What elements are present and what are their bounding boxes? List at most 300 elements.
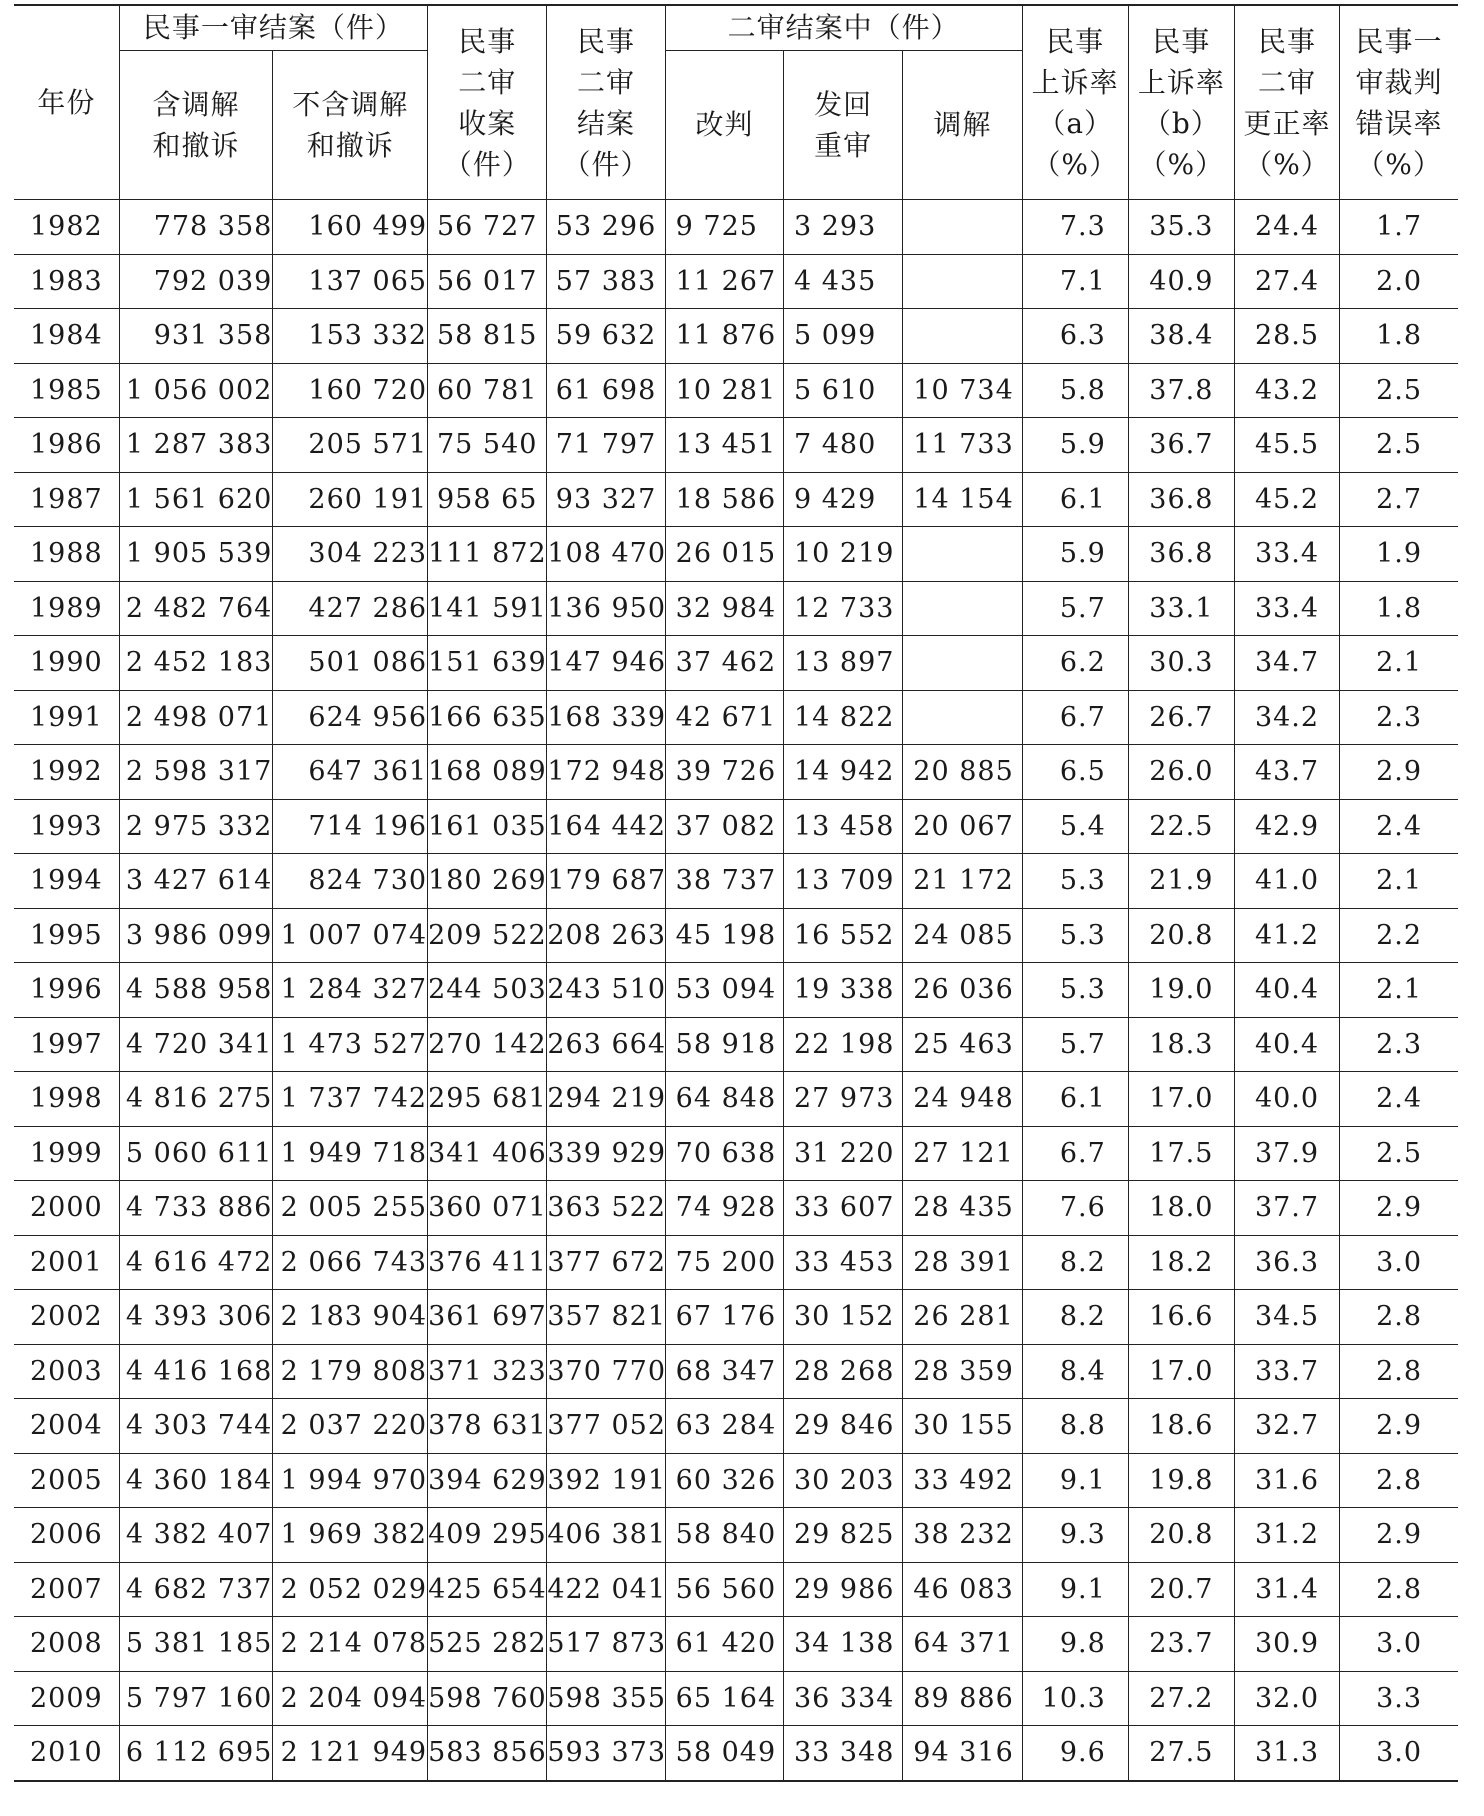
cell-appeal-rate-a: 5.8 (1022, 363, 1128, 418)
cell-appeal-rate-b: 22.5 (1128, 799, 1234, 854)
cell-remanded: 7 480 (783, 418, 902, 473)
cell-remanded: 19 338 (783, 963, 902, 1018)
cell-first-excl: 2 121 949 (273, 1726, 428, 1781)
table-row (14, 1617, 1458, 1672)
cell-second-closed: 370 770 (547, 1344, 665, 1399)
table-row (14, 200, 1458, 255)
cell-second-closed: 179 687 (547, 854, 665, 909)
cell-modified: 70 638 (665, 1126, 783, 1181)
header-appeal-rate-a: 民事 上诉率 （a） （%） (1022, 5, 1128, 200)
cell-appeal-rate-b: 17.5 (1128, 1126, 1234, 1181)
table-row (14, 1344, 1458, 1399)
cell-first-incl: 3 427 614 (119, 854, 273, 909)
cell-mediated: 38 232 (903, 1508, 1022, 1563)
cell-second-received: 394 629 (428, 1453, 547, 1508)
cell-mediated: 89 886 (903, 1671, 1022, 1726)
cell-remanded: 10 219 (783, 527, 902, 582)
cell-second-closed: 108 470 (547, 527, 665, 582)
cell-error-rate: 2.2 (1340, 908, 1458, 963)
cell-modified: 56 560 (665, 1562, 783, 1617)
table-body (14, 200, 1458, 1781)
cell-remanded: 34 138 (783, 1617, 902, 1672)
cell-correction-rate: 40.4 (1234, 963, 1339, 1018)
table-row (14, 799, 1458, 854)
table-row (14, 1453, 1458, 1508)
cell-modified: 26 015 (665, 527, 783, 582)
cell-error-rate: 3.0 (1340, 1726, 1458, 1781)
cell-mediated: 33 492 (903, 1453, 1022, 1508)
cell-mediated: 94 316 (903, 1726, 1022, 1781)
cell-modified: 10 281 (665, 363, 783, 418)
cell-mediated: 10 734 (903, 363, 1022, 418)
cell-second-received: 361 697 (428, 1290, 547, 1345)
cell-remanded: 16 552 (783, 908, 902, 963)
table-row (14, 963, 1458, 1018)
cell-appeal-rate-b: 35.3 (1128, 200, 1234, 255)
cell-appeal-rate-b: 17.0 (1128, 1344, 1234, 1399)
cell-remanded: 13 458 (783, 799, 902, 854)
cell-appeal-rate-a: 8.2 (1022, 1290, 1128, 1345)
header-appeal-rate-b: 民事 上诉率 （b） （%） (1128, 5, 1234, 200)
cell-error-rate: 2.4 (1340, 1072, 1458, 1127)
cell-year: 2007 (14, 1562, 119, 1617)
cell-first-excl: 260 191 (273, 472, 428, 527)
cell-modified: 64 848 (665, 1072, 783, 1127)
cell-second-received: 270 142 (428, 1017, 547, 1072)
cell-year: 1995 (14, 908, 119, 963)
table-row (14, 1726, 1458, 1781)
cell-year: 1989 (14, 581, 119, 636)
cell-modified: 75 200 (665, 1235, 783, 1290)
cell-correction-rate: 32.7 (1234, 1399, 1339, 1454)
cell-appeal-rate-b: 18.0 (1128, 1181, 1234, 1236)
cell-year: 1998 (14, 1072, 119, 1127)
cell-mediated: 14 154 (903, 472, 1022, 527)
cell-appeal-rate-b: 20.8 (1128, 908, 1234, 963)
cell-second-closed: 136 950 (547, 581, 665, 636)
cell-modified: 38 737 (665, 854, 783, 909)
cell-first-incl: 4 382 407 (119, 1508, 273, 1563)
cell-appeal-rate-b: 36.8 (1128, 527, 1234, 582)
cell-appeal-rate-a: 9.6 (1022, 1726, 1128, 1781)
cell-modified: 53 094 (665, 963, 783, 1018)
cell-modified: 74 928 (665, 1181, 783, 1236)
cell-error-rate: 2.5 (1340, 1126, 1458, 1181)
cell-modified: 32 984 (665, 581, 783, 636)
cell-modified: 61 420 (665, 1617, 783, 1672)
cell-appeal-rate-a: 8.2 (1022, 1235, 1128, 1290)
cell-appeal-rate-a: 5.9 (1022, 527, 1128, 582)
cell-second-closed: 598 355 (547, 1671, 665, 1726)
cell-error-rate: 2.1 (1340, 636, 1458, 691)
cell-year: 2008 (14, 1617, 119, 1672)
header-incl-mediation: 含调解 和撤诉 (119, 51, 273, 200)
cell-error-rate: 2.1 (1340, 963, 1458, 1018)
cell-first-excl: 714 196 (273, 799, 428, 854)
cell-remanded: 33 607 (783, 1181, 902, 1236)
cell-mediated: 20 885 (903, 745, 1022, 800)
cell-second-received: 58 815 (428, 309, 547, 364)
cell-appeal-rate-b: 17.0 (1128, 1072, 1234, 1127)
cell-mediated: 30 155 (903, 1399, 1022, 1454)
cell-mediated (903, 200, 1022, 255)
cell-mediated: 64 371 (903, 1617, 1022, 1672)
cell-first-excl: 2 179 808 (273, 1344, 428, 1399)
cell-second-closed: 357 821 (547, 1290, 665, 1345)
cell-error-rate: 2.9 (1340, 1181, 1458, 1236)
cell-modified: 60 326 (665, 1453, 783, 1508)
cell-appeal-rate-a: 5.3 (1022, 963, 1128, 1018)
cell-second-received: 151 639 (428, 636, 547, 691)
cell-appeal-rate-a: 8.4 (1022, 1344, 1128, 1399)
cell-appeal-rate-a: 6.1 (1022, 472, 1128, 527)
table-row (14, 1126, 1458, 1181)
header-second-received: 民事 二审 收案 （件） (428, 5, 547, 200)
cell-correction-rate: 34.7 (1234, 636, 1339, 691)
cell-year: 2006 (14, 1508, 119, 1563)
cell-first-incl: 6 112 695 (119, 1726, 273, 1781)
cell-appeal-rate-a: 5.7 (1022, 581, 1128, 636)
cell-error-rate: 2.9 (1340, 745, 1458, 800)
cell-appeal-rate-a: 6.7 (1022, 690, 1128, 745)
cell-second-closed: 392 191 (547, 1453, 665, 1508)
cell-correction-rate: 33.7 (1234, 1344, 1339, 1399)
cell-mediated (903, 309, 1022, 364)
cell-second-closed: 363 522 (547, 1181, 665, 1236)
cell-second-received: 141 591 (428, 581, 547, 636)
cell-correction-rate: 32.0 (1234, 1671, 1339, 1726)
cell-first-excl: 1 007 074 (273, 908, 428, 963)
header-mediated: 调解 (903, 51, 1022, 200)
cell-first-excl: 205 571 (273, 418, 428, 473)
cell-year: 2004 (14, 1399, 119, 1454)
cell-year: 2002 (14, 1290, 119, 1345)
cell-first-incl: 4 682 737 (119, 1562, 273, 1617)
table-row (14, 854, 1458, 909)
cell-remanded: 13 709 (783, 854, 902, 909)
cell-first-excl: 1 737 742 (273, 1072, 428, 1127)
cell-second-closed: 71 797 (547, 418, 665, 473)
cell-second-received: 56 017 (428, 254, 547, 309)
cell-year: 1994 (14, 854, 119, 909)
cell-first-incl: 792 039 (119, 254, 273, 309)
cell-correction-rate: 31.4 (1234, 1562, 1339, 1617)
cell-second-received: 168 089 (428, 745, 547, 800)
cell-mediated: 28 435 (903, 1181, 1022, 1236)
cell-modified: 63 284 (665, 1399, 783, 1454)
cell-error-rate: 1.7 (1340, 200, 1458, 255)
cell-remanded: 5 099 (783, 309, 902, 364)
cell-appeal-rate-b: 38.4 (1128, 309, 1234, 364)
cell-second-received: 425 654 (428, 1562, 547, 1617)
cell-second-received: 60 781 (428, 363, 547, 418)
cell-modified: 18 586 (665, 472, 783, 527)
cell-appeal-rate-b: 26.0 (1128, 745, 1234, 800)
cell-correction-rate: 31.2 (1234, 1508, 1339, 1563)
cell-second-received: 378 631 (428, 1399, 547, 1454)
cell-second-received: 371 323 (428, 1344, 547, 1399)
cell-first-excl: 2 005 255 (273, 1181, 428, 1236)
table-row (14, 1017, 1458, 1072)
cell-error-rate: 1.9 (1340, 527, 1458, 582)
cell-appeal-rate-a: 5.3 (1022, 908, 1128, 963)
cell-remanded: 29 846 (783, 1399, 902, 1454)
cell-mediated (903, 254, 1022, 309)
cell-second-closed: 208 263 (547, 908, 665, 963)
table-row (14, 472, 1458, 527)
cell-first-excl: 1 284 327 (273, 963, 428, 1018)
cell-first-incl: 4 720 341 (119, 1017, 273, 1072)
cell-appeal-rate-b: 23.7 (1128, 1617, 1234, 1672)
cell-first-incl: 4 816 275 (119, 1072, 273, 1127)
cell-remanded: 30 152 (783, 1290, 902, 1345)
cell-first-incl: 4 360 184 (119, 1453, 273, 1508)
table-row (14, 1671, 1458, 1726)
cell-first-excl: 160 499 (273, 200, 428, 255)
cell-appeal-rate-a: 7.3 (1022, 200, 1128, 255)
cell-error-rate: 2.9 (1340, 1508, 1458, 1563)
cell-error-rate: 2.0 (1340, 254, 1458, 309)
cell-second-closed: 243 510 (547, 963, 665, 1018)
cell-second-closed: 422 041 (547, 1562, 665, 1617)
cell-second-closed: 61 698 (547, 363, 665, 418)
cell-remanded: 29 825 (783, 1508, 902, 1563)
cell-first-incl: 931 358 (119, 309, 273, 364)
cell-second-received: 75 540 (428, 418, 547, 473)
cell-correction-rate: 30.9 (1234, 1617, 1339, 1672)
cell-first-excl: 1 473 527 (273, 1017, 428, 1072)
cell-second-received: 525 282 (428, 1617, 547, 1672)
cell-appeal-rate-b: 33.1 (1128, 581, 1234, 636)
cell-mediated (903, 527, 1022, 582)
cell-error-rate: 2.4 (1340, 799, 1458, 854)
cell-first-excl: 624 956 (273, 690, 428, 745)
header-remanded: 发回 重审 (783, 51, 902, 200)
cell-first-excl: 1 994 970 (273, 1453, 428, 1508)
table-row (14, 908, 1458, 963)
cell-second-closed: 294 219 (547, 1072, 665, 1127)
cell-correction-rate: 41.2 (1234, 908, 1339, 963)
table-row (14, 527, 1458, 582)
cell-first-incl: 2 452 183 (119, 636, 273, 691)
cell-second-closed: 147 946 (547, 636, 665, 691)
cell-year: 2009 (14, 1671, 119, 1726)
cell-correction-rate: 41.0 (1234, 854, 1339, 909)
cell-remanded: 36 334 (783, 1671, 902, 1726)
cell-mediated: 46 083 (903, 1562, 1022, 1617)
cell-error-rate: 2.8 (1340, 1344, 1458, 1399)
cell-second-received: 409 295 (428, 1508, 547, 1563)
cell-correction-rate: 34.5 (1234, 1290, 1339, 1345)
cell-mediated: 25 463 (903, 1017, 1022, 1072)
cell-appeal-rate-b: 27.2 (1128, 1671, 1234, 1726)
cell-appeal-rate-a: 6.3 (1022, 309, 1128, 364)
cell-correction-rate: 33.4 (1234, 581, 1339, 636)
header-civil-first-closed: 民事一审结案（件） (119, 5, 427, 51)
table-row (14, 418, 1458, 473)
cell-year: 1996 (14, 963, 119, 1018)
cell-second-received: 958 65 (428, 472, 547, 527)
cell-first-incl: 2 482 764 (119, 581, 273, 636)
cell-appeal-rate-b: 21.9 (1128, 854, 1234, 909)
header-second-closed-breakdown: 二审结案中（件） (665, 5, 1022, 51)
cell-remanded: 13 897 (783, 636, 902, 691)
cell-appeal-rate-a: 8.8 (1022, 1399, 1128, 1454)
cell-first-excl: 2 066 743 (273, 1235, 428, 1290)
cell-second-received: 376 411 (428, 1235, 547, 1290)
cell-first-incl: 4 393 306 (119, 1290, 273, 1345)
cell-first-incl: 778 358 (119, 200, 273, 255)
cell-mediated: 11 733 (903, 418, 1022, 473)
cell-second-received: 166 635 (428, 690, 547, 745)
cell-second-closed: 168 339 (547, 690, 665, 745)
table-row (14, 581, 1458, 636)
cell-error-rate: 1.8 (1340, 309, 1458, 364)
cell-year: 1997 (14, 1017, 119, 1072)
cell-first-incl: 3 986 099 (119, 908, 273, 963)
cell-appeal-rate-b: 36.8 (1128, 472, 1234, 527)
cell-appeal-rate-a: 6.5 (1022, 745, 1128, 800)
cell-year: 1990 (14, 636, 119, 691)
cell-first-incl: 5 797 160 (119, 1671, 273, 1726)
header-year: 年份 (14, 5, 119, 200)
cell-first-excl: 1 969 382 (273, 1508, 428, 1563)
cell-mediated: 24 085 (903, 908, 1022, 963)
cell-second-closed: 517 873 (547, 1617, 665, 1672)
cell-year: 1992 (14, 745, 119, 800)
cell-remanded: 27 973 (783, 1072, 902, 1127)
cell-remanded: 14 942 (783, 745, 902, 800)
cell-second-closed: 263 664 (547, 1017, 665, 1072)
table-row (14, 1181, 1458, 1236)
cell-correction-rate: 43.2 (1234, 363, 1339, 418)
cell-year: 1999 (14, 1126, 119, 1181)
civil-trial-statistics-table (14, 4, 1458, 1782)
cell-first-incl: 2 975 332 (119, 799, 273, 854)
cell-remanded: 22 198 (783, 1017, 902, 1072)
cell-mediated: 27 121 (903, 1126, 1022, 1181)
cell-year: 2001 (14, 1235, 119, 1290)
cell-modified: 42 671 (665, 690, 783, 745)
cell-correction-rate: 31.6 (1234, 1453, 1339, 1508)
table-row (14, 309, 1458, 364)
cell-first-incl: 4 733 886 (119, 1181, 273, 1236)
cell-correction-rate: 24.4 (1234, 200, 1339, 255)
cell-correction-rate: 34.2 (1234, 690, 1339, 745)
cell-modified: 58 840 (665, 1508, 783, 1563)
cell-error-rate: 2.8 (1340, 1453, 1458, 1508)
header-excl-mediation: 不含调解 和撤诉 (273, 51, 428, 200)
cell-mediated: 26 036 (903, 963, 1022, 1018)
cell-year: 1987 (14, 472, 119, 527)
cell-mediated: 21 172 (903, 854, 1022, 909)
header-second-closed: 民事 二审 结案 （件） (547, 5, 665, 200)
cell-appeal-rate-a: 9.1 (1022, 1562, 1128, 1617)
cell-first-incl: 4 616 472 (119, 1235, 273, 1290)
cell-modified: 65 164 (665, 1671, 783, 1726)
cell-appeal-rate-b: 37.8 (1128, 363, 1234, 418)
table-row (14, 1290, 1458, 1345)
cell-modified: 58 918 (665, 1017, 783, 1072)
cell-error-rate: 2.8 (1340, 1562, 1458, 1617)
cell-correction-rate: 40.4 (1234, 1017, 1339, 1072)
cell-second-closed: 59 632 (547, 309, 665, 364)
cell-correction-rate: 45.5 (1234, 418, 1339, 473)
table-row (14, 1399, 1458, 1454)
cell-remanded: 31 220 (783, 1126, 902, 1181)
cell-first-excl: 1 949 718 (273, 1126, 428, 1181)
cell-second-closed: 377 052 (547, 1399, 665, 1454)
cell-appeal-rate-b: 36.7 (1128, 418, 1234, 473)
cell-first-incl: 1 056 002 (119, 363, 273, 418)
cell-modified: 58 049 (665, 1726, 783, 1781)
cell-appeal-rate-b: 16.6 (1128, 1290, 1234, 1345)
cell-year: 2010 (14, 1726, 119, 1781)
table-row (14, 1508, 1458, 1563)
cell-correction-rate: 31.3 (1234, 1726, 1339, 1781)
cell-error-rate: 2.1 (1340, 854, 1458, 909)
cell-modified: 11 876 (665, 309, 783, 364)
cell-appeal-rate-b: 18.2 (1128, 1235, 1234, 1290)
cell-first-excl: 2 214 078 (273, 1617, 428, 1672)
cell-mediated: 24 948 (903, 1072, 1022, 1127)
cell-first-excl: 2 037 220 (273, 1399, 428, 1454)
cell-remanded: 3 293 (783, 200, 902, 255)
cell-first-incl: 5 060 611 (119, 1126, 273, 1181)
cell-year: 1993 (14, 799, 119, 854)
cell-mediated: 28 391 (903, 1235, 1022, 1290)
cell-mediated (903, 690, 1022, 745)
cell-appeal-rate-a: 5.4 (1022, 799, 1128, 854)
cell-error-rate: 2.9 (1340, 1399, 1458, 1454)
header-modified: 改判 (665, 51, 783, 200)
cell-first-incl: 1 905 539 (119, 527, 273, 582)
cell-appeal-rate-b: 18.6 (1128, 1399, 1234, 1454)
cell-error-rate: 2.5 (1340, 363, 1458, 418)
cell-modified: 67 176 (665, 1290, 783, 1345)
cell-modified: 13 451 (665, 418, 783, 473)
cell-correction-rate: 28.5 (1234, 309, 1339, 364)
cell-remanded: 28 268 (783, 1344, 902, 1399)
cell-appeal-rate-b: 20.7 (1128, 1562, 1234, 1617)
cell-second-received: 295 681 (428, 1072, 547, 1127)
cell-second-received: 583 856 (428, 1726, 547, 1781)
cell-mediated: 28 359 (903, 1344, 1022, 1399)
cell-mediated: 20 067 (903, 799, 1022, 854)
cell-first-excl: 2 204 094 (273, 1671, 428, 1726)
cell-appeal-rate-a: 10.3 (1022, 1671, 1128, 1726)
cell-first-excl: 2 052 029 (273, 1562, 428, 1617)
cell-second-received: 598 760 (428, 1671, 547, 1726)
cell-year: 2005 (14, 1453, 119, 1508)
cell-first-excl: 160 720 (273, 363, 428, 418)
cell-second-closed: 164 442 (547, 799, 665, 854)
cell-second-received: 244 503 (428, 963, 547, 1018)
cell-appeal-rate-a: 6.2 (1022, 636, 1128, 691)
cell-year: 1985 (14, 363, 119, 418)
cell-first-excl: 824 730 (273, 854, 428, 909)
cell-remanded: 30 203 (783, 1453, 902, 1508)
cell-first-incl: 4 588 958 (119, 963, 273, 1018)
cell-correction-rate: 45.2 (1234, 472, 1339, 527)
cell-appeal-rate-b: 30.3 (1128, 636, 1234, 691)
cell-appeal-rate-a: 7.1 (1022, 254, 1128, 309)
cell-second-closed: 406 381 (547, 1508, 665, 1563)
cell-first-incl: 2 498 071 (119, 690, 273, 745)
cell-appeal-rate-a: 7.6 (1022, 1181, 1128, 1236)
cell-remanded: 4 435 (783, 254, 902, 309)
cell-appeal-rate-b: 18.3 (1128, 1017, 1234, 1072)
